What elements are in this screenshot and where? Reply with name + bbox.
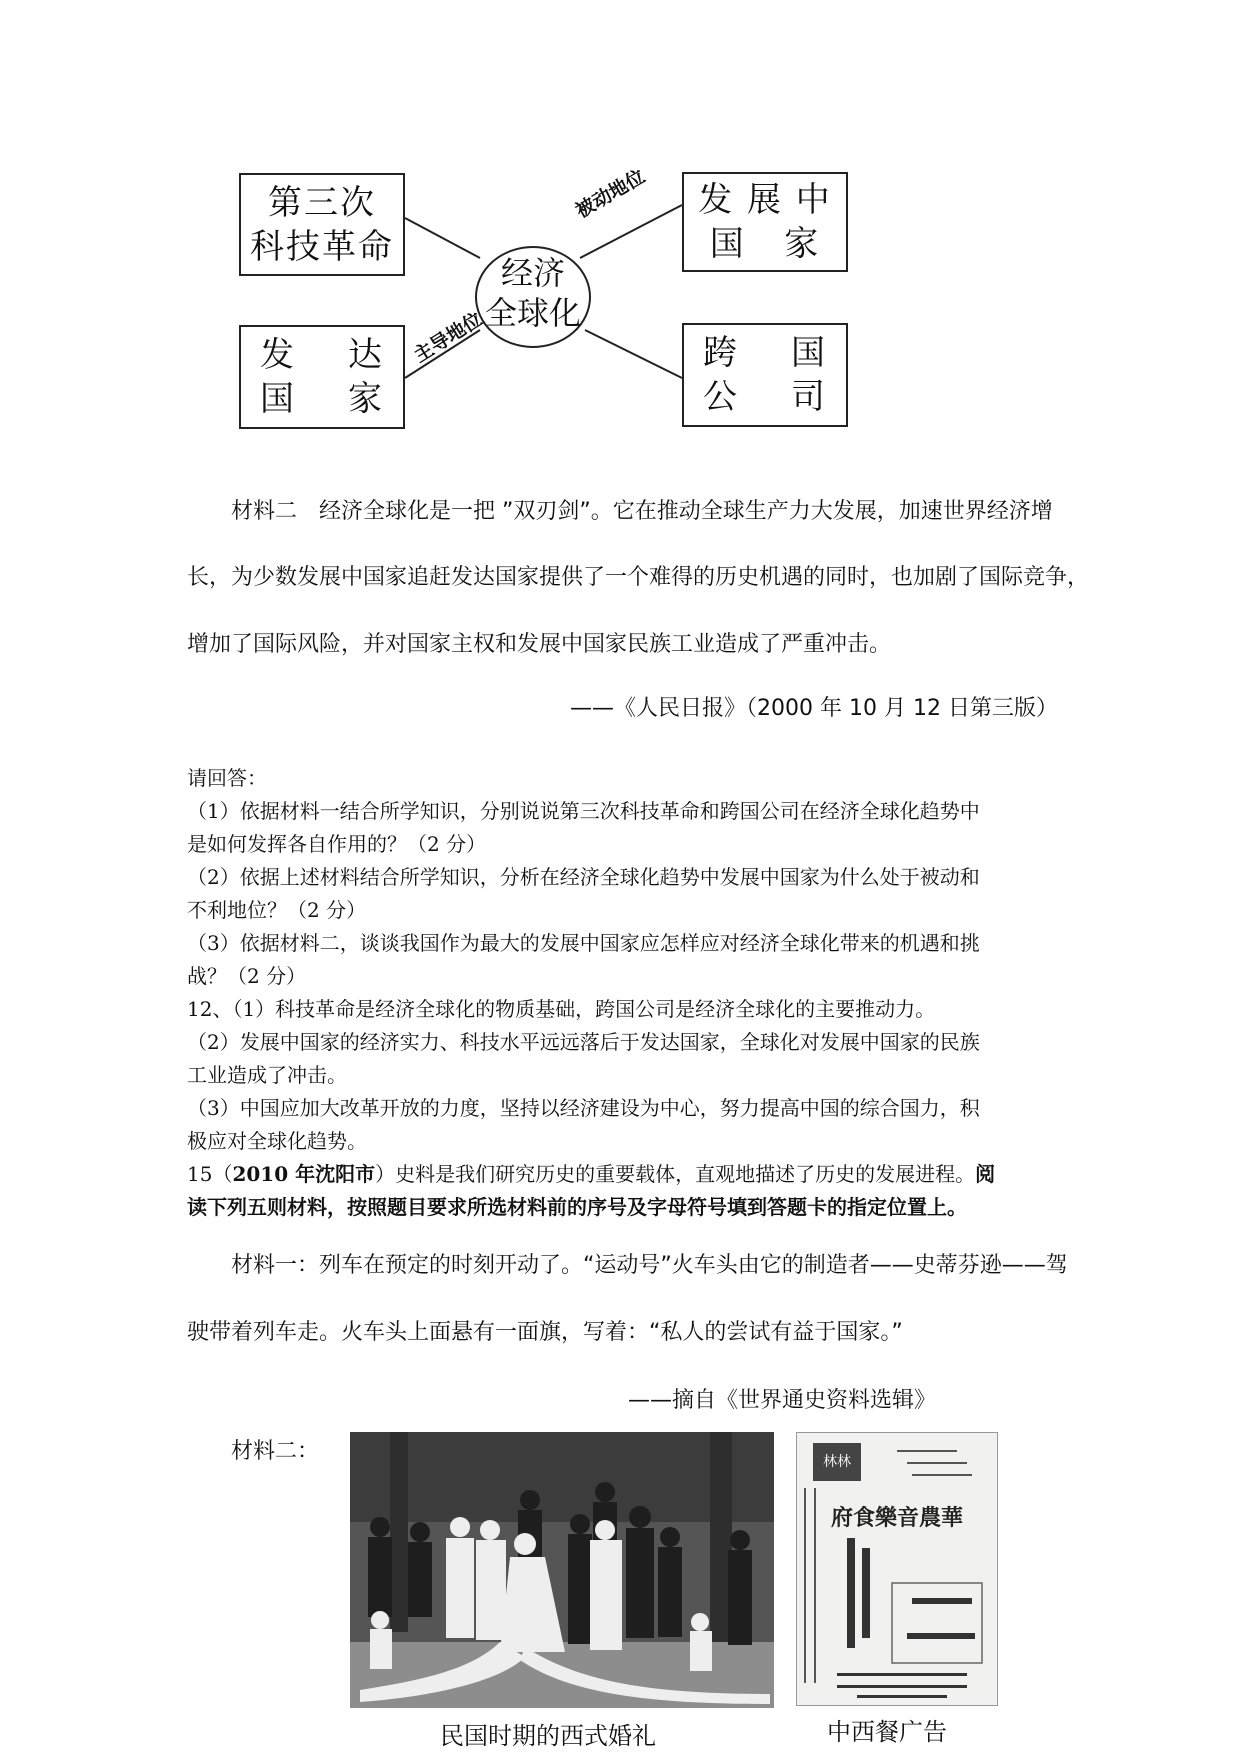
questions-prompt: 请回答：	[187, 766, 267, 790]
q15-bold-line: 读下列五则材料，按照题目要求所选材料前的序号及字母符号填到答题卡的指定位置上。	[187, 1195, 967, 1219]
material2-line-3: 增加了国际风险，并对国家主权和发展中国家民族工业造成了严重冲击。	[187, 632, 892, 657]
material2-line-1: 材料二 经济全球化是一把 ”双刃剑”。它在推动全球生产力大发展，加速世界经济增	[231, 499, 1053, 524]
q15-line-1	[187, 1158, 1067, 1191]
material1-source: ——摘自《世界通史资料选辑》	[628, 1388, 937, 1413]
question-line: 不利地位？（2 分）	[187, 898, 367, 922]
box-developed-countries	[239, 325, 405, 429]
box-label-line: 发 展 中	[698, 180, 832, 220]
box-label-line: 科技革命	[250, 226, 394, 267]
material1-line-1: 材料一：列车在预定的时刻开动了。“运动号”火车头由它的制造者——史蒂芬逊——驾	[231, 1253, 1068, 1278]
center-line-1: 经济	[500, 254, 565, 292]
q15-bold-tail: 阅	[975, 1162, 996, 1186]
wedding-photo	[350, 1432, 774, 1708]
center-line-2: 全球化	[484, 294, 581, 332]
box-char: 国	[260, 379, 296, 419]
wedding-photo-graphic	[350, 1432, 774, 1708]
box-row	[260, 377, 384, 421]
ad-details-graphic	[797, 1433, 997, 1705]
answer-line: 12、（1）科技革命是经济全球化的物质基础，跨国公司是经济全球化的主要推动力。	[187, 997, 936, 1021]
box-multinational-companies	[682, 323, 848, 427]
box-row	[703, 375, 827, 419]
q15-text: ）史料是我们研究历史的重要载体，直观地描述了历史的发展进程。	[375, 1162, 976, 1186]
question-line: 战？（2 分）	[187, 964, 307, 988]
restaurant-ad	[796, 1432, 998, 1706]
box-char: 达	[348, 335, 384, 375]
q15-number: 15（	[187, 1162, 233, 1186]
answer-line: （2）发展中国家的经济实力、科技水平远远落后于发达国家，全球化对发展中国家的民族	[187, 1030, 980, 1054]
box-char: 跨	[703, 333, 739, 373]
edge-label-dominant: 主导地位	[410, 308, 487, 368]
q15-line-2	[187, 1191, 1067, 1224]
question-line: 是如何发挥各自作用的？（2 分）	[187, 832, 487, 856]
material2-source: ——《人民日报》（2000 年 10 月 12 日第三版）	[570, 696, 1058, 721]
box-char: 国	[791, 333, 827, 373]
ad-title: 府食樂音農華	[830, 1505, 963, 1531]
q15-source: 2010 年沈阳市	[232, 1162, 376, 1186]
box-row	[260, 333, 384, 377]
question-line: （1）依据材料一结合所学知识，分别说说第三次科技革命和跨国公司在经济全球化趋势中	[187, 799, 980, 823]
material1-line-2: 驶带着列车走。火车头上面悬有一面旗，写着：“私人的尝试有益于国家。”	[187, 1320, 903, 1345]
box-developing-countries	[682, 172, 848, 272]
box-char: 家	[348, 379, 384, 419]
question-line: （3）依据材料二，谈谈我国作为最大的发展中国家应怎样应对经济全球化带来的机遇和挑	[187, 931, 980, 955]
box-row	[703, 331, 827, 375]
ad-caption: 中西餐广告	[827, 1718, 947, 1746]
material2-images-label: 材料二：	[231, 1439, 320, 1464]
box-char: 发	[260, 335, 296, 375]
box-label-line: 国 家	[709, 224, 821, 264]
diagram-connectors	[0, 0, 1240, 460]
ad-logo: 林林	[813, 1443, 861, 1481]
question-line: （2）依据上述材料结合所学知识，分析在经济全球化趋势中发展中国家为什么处于被动和	[187, 865, 980, 889]
diagram-center-label	[476, 253, 590, 333]
answer-line: 工业造成了冲击。	[187, 1063, 347, 1087]
box-char: 司	[791, 377, 827, 417]
answer-line: （3）中国应加大改革开放的力度，坚持以经济建设为中心，努力提高中国的综合国力，积	[187, 1096, 980, 1120]
box-char: 公	[703, 377, 739, 417]
answer-line: 极应对全球化趋势。	[187, 1129, 367, 1153]
box-third-tech-revolution	[239, 173, 405, 276]
edge-label-passive: 被动地位	[572, 165, 649, 223]
questions-block	[187, 762, 1067, 1224]
material2-line-2: 长，为少数发展中国家追赶发达国家提供了一个难得的历史机遇的同时，也加剧了国际竞争，	[187, 565, 1090, 590]
box-label-line: 第三次	[268, 182, 376, 223]
wedding-photo-caption: 民国时期的西式婚礼	[440, 1722, 656, 1750]
